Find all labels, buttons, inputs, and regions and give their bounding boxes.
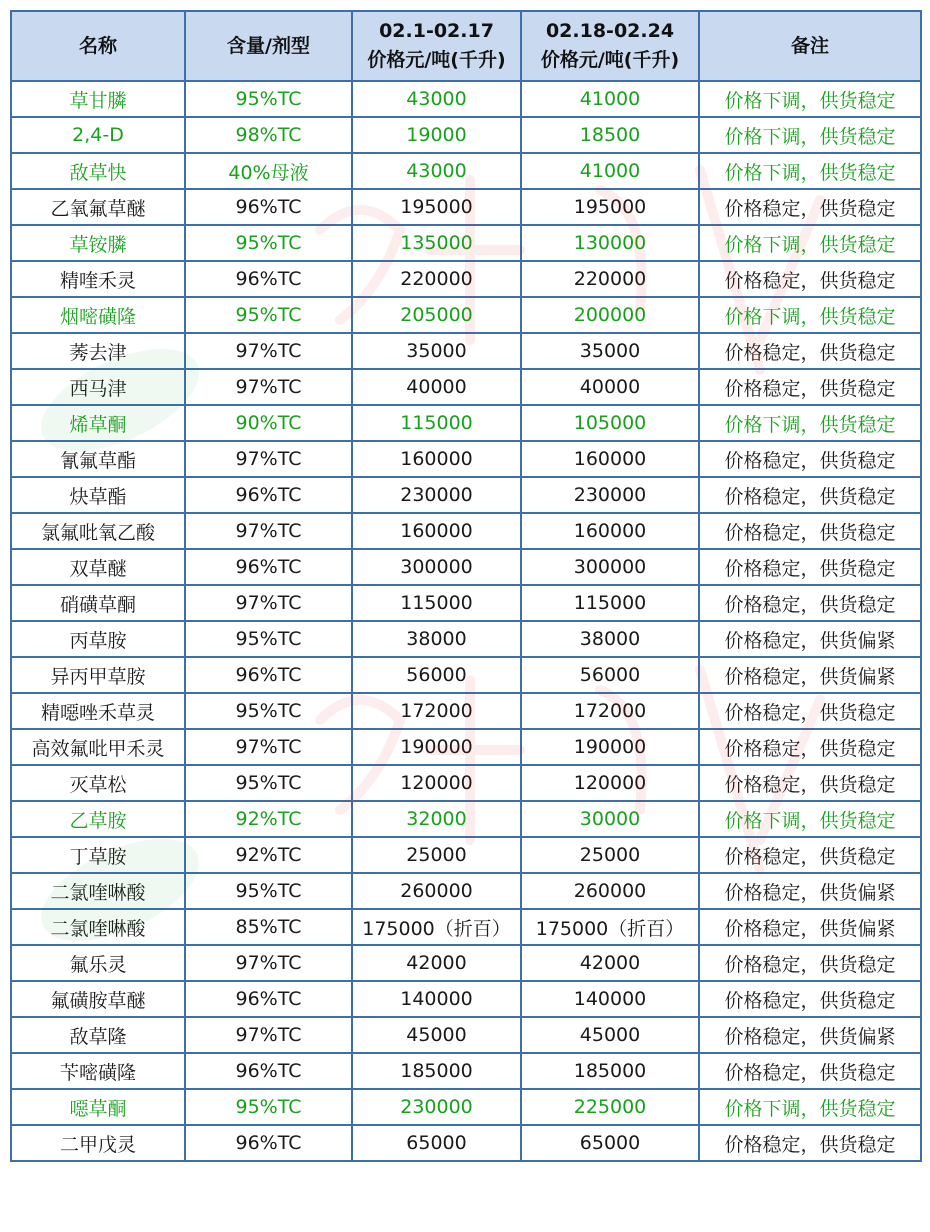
cell-price-period-1: 220000 <box>352 261 521 297</box>
cell-name: 精噁唑禾草灵 <box>11 693 185 729</box>
cell-name: 氟磺胺草醚 <box>11 981 185 1017</box>
cell-price-period-2: 25000 <box>521 837 699 873</box>
cell-price-period-1: 230000 <box>352 1089 521 1125</box>
cell-price-period-1: 19000 <box>352 117 521 153</box>
herbicide-price-table <box>10 10 922 1162</box>
cell-spec: 97%TC <box>185 513 352 549</box>
header-remark: 备注 <box>699 11 921 81</box>
cell-name: 草铵膦 <box>11 225 185 261</box>
cell-price-period-1: 190000 <box>352 729 521 765</box>
cell-spec: 96%TC <box>185 549 352 585</box>
cell-remark: 价格稳定，供货稳定 <box>699 837 921 873</box>
cell-name: 二氯喹啉酸 <box>11 909 185 945</box>
cell-price-period-1: 230000 <box>352 477 521 513</box>
cell-remark: 价格稳定，供货稳定 <box>699 1125 921 1161</box>
cell-remark: 价格下调，供货稳定 <box>699 801 921 837</box>
cell-remark: 价格稳定，供货稳定 <box>699 513 921 549</box>
table-row <box>11 513 921 549</box>
cell-name: 莠去津 <box>11 333 185 369</box>
table-row <box>11 333 921 369</box>
cell-price-period-1: 115000 <box>352 585 521 621</box>
cell-name: 二甲戊灵 <box>11 1125 185 1161</box>
cell-remark: 价格稳定，供货稳定 <box>699 261 921 297</box>
cell-spec: 98%TC <box>185 117 352 153</box>
cell-price-period-2: 172000 <box>521 693 699 729</box>
cell-price-period-1: 120000 <box>352 765 521 801</box>
cell-remark: 价格稳定，供货稳定 <box>699 189 921 225</box>
cell-remark: 价格稳定，供货偏紧 <box>699 873 921 909</box>
cell-price-period-1: 42000 <box>352 945 521 981</box>
cell-price-period-2: 195000 <box>521 189 699 225</box>
cell-price-period-2: 41000 <box>521 81 699 117</box>
table-row <box>11 261 921 297</box>
cell-name: 敌草隆 <box>11 1017 185 1053</box>
cell-remark: 价格稳定，供货稳定 <box>699 693 921 729</box>
cell-spec: 97%TC <box>185 369 352 405</box>
cell-name: 氟乐灵 <box>11 945 185 981</box>
header-name: 名称 <box>11 11 185 81</box>
cell-price-period-1: 45000 <box>352 1017 521 1053</box>
cell-spec: 95%TC <box>185 297 352 333</box>
cell-name: 敌草快 <box>11 153 185 189</box>
table-row <box>11 1125 921 1161</box>
header-period-2-date: 02.18-02.24 <box>545 20 675 42</box>
table-row <box>11 189 921 225</box>
table-row <box>11 693 921 729</box>
cell-price-period-2: 115000 <box>521 585 699 621</box>
table-row <box>11 981 921 1017</box>
cell-name: 高效氟吡甲禾灵 <box>11 729 185 765</box>
cell-price-period-1: 43000 <box>352 81 521 117</box>
table-body <box>11 81 921 1161</box>
header-period-1-date: 02.1-02.17 <box>379 20 494 42</box>
cell-price-period-2: 230000 <box>521 477 699 513</box>
cell-name: 灭草松 <box>11 765 185 801</box>
cell-spec: 92%TC <box>185 837 352 873</box>
cell-remark: 价格稳定，供货偏紧 <box>699 909 921 945</box>
cell-remark: 价格稳定，供货稳定 <box>699 333 921 369</box>
cell-price-period-2: 185000 <box>521 1053 699 1089</box>
cell-price-period-1: 300000 <box>352 549 521 585</box>
cell-price-period-1: 260000 <box>352 873 521 909</box>
cell-price-period-1: 32000 <box>352 801 521 837</box>
cell-price-period-2: 260000 <box>521 873 699 909</box>
cell-price-period-1: 185000 <box>352 1053 521 1089</box>
cell-price-period-2: 200000 <box>521 297 699 333</box>
cell-price-period-2: 175000（折百） <box>521 909 699 945</box>
cell-price-period-1: 115000 <box>352 405 521 441</box>
table-header-row <box>11 11 921 81</box>
cell-price-period-1: 35000 <box>352 333 521 369</box>
cell-price-period-2: 18500 <box>521 117 699 153</box>
cell-remark: 价格稳定，供货稳定 <box>699 441 921 477</box>
cell-price-period-2: 105000 <box>521 405 699 441</box>
table-row <box>11 837 921 873</box>
cell-remark: 价格稳定，供货偏紧 <box>699 657 921 693</box>
cell-price-period-1: 65000 <box>352 1125 521 1161</box>
cell-remark: 价格稳定，供货稳定 <box>699 729 921 765</box>
cell-price-period-2: 56000 <box>521 657 699 693</box>
cell-price-period-2: 220000 <box>521 261 699 297</box>
cell-price-period-1: 43000 <box>352 153 521 189</box>
cell-spec: 96%TC <box>185 1125 352 1161</box>
cell-remark: 价格下调，供货稳定 <box>699 153 921 189</box>
cell-spec: 97%TC <box>185 441 352 477</box>
price-table-container <box>10 10 920 1162</box>
cell-price-period-2: 225000 <box>521 1089 699 1125</box>
cell-remark: 价格稳定，供货稳定 <box>699 477 921 513</box>
cell-spec: 97%TC <box>185 729 352 765</box>
cell-spec: 95%TC <box>185 621 352 657</box>
cell-price-period-2: 140000 <box>521 981 699 1017</box>
cell-name: 2,4-D <box>11 117 185 153</box>
cell-spec: 40%母液 <box>185 153 352 189</box>
cell-name: 二氯喹啉酸 <box>11 873 185 909</box>
table-row <box>11 549 921 585</box>
cell-price-period-2: 30000 <box>521 801 699 837</box>
cell-name: 炔草酯 <box>11 477 185 513</box>
cell-price-period-2: 300000 <box>521 549 699 585</box>
cell-spec: 95%TC <box>185 765 352 801</box>
cell-name: 硝磺草酮 <box>11 585 185 621</box>
cell-price-period-1: 135000 <box>352 225 521 261</box>
cell-spec: 92%TC <box>185 801 352 837</box>
table-row <box>11 729 921 765</box>
cell-price-period-1: 205000 <box>352 297 521 333</box>
cell-name: 西马津 <box>11 369 185 405</box>
cell-spec: 96%TC <box>185 477 352 513</box>
table-row <box>11 765 921 801</box>
table-row <box>11 369 921 405</box>
cell-spec: 85%TC <box>185 909 352 945</box>
cell-remark: 价格稳定，供货偏紧 <box>699 621 921 657</box>
table-row <box>11 297 921 333</box>
cell-spec: 96%TC <box>185 261 352 297</box>
cell-remark: 价格下调，供货稳定 <box>699 297 921 333</box>
cell-price-period-1: 56000 <box>352 657 521 693</box>
header-period-2 <box>521 11 699 81</box>
cell-spec: 95%TC <box>185 873 352 909</box>
cell-remark: 价格下调，供货稳定 <box>699 405 921 441</box>
cell-price-period-2: 40000 <box>521 369 699 405</box>
cell-name: 精喹禾灵 <box>11 261 185 297</box>
cell-name: 烯草酮 <box>11 405 185 441</box>
cell-spec: 90%TC <box>185 405 352 441</box>
table-row <box>11 873 921 909</box>
cell-spec: 96%TC <box>185 657 352 693</box>
cell-name: 乙氧氟草醚 <box>11 189 185 225</box>
cell-name: 异丙甲草胺 <box>11 657 185 693</box>
cell-spec: 95%TC <box>185 693 352 729</box>
cell-spec: 96%TC <box>185 189 352 225</box>
cell-price-period-2: 41000 <box>521 153 699 189</box>
table-row <box>11 1017 921 1053</box>
table-row <box>11 1089 921 1125</box>
table-row <box>11 945 921 981</box>
cell-remark: 价格下调，供货稳定 <box>699 225 921 261</box>
table-row <box>11 441 921 477</box>
cell-spec: 95%TC <box>185 225 352 261</box>
cell-name: 烟嘧磺隆 <box>11 297 185 333</box>
cell-name: 噁草酮 <box>11 1089 185 1125</box>
table-row <box>11 657 921 693</box>
cell-remark: 价格稳定，供货稳定 <box>699 585 921 621</box>
cell-price-period-1: 160000 <box>352 441 521 477</box>
table-row <box>11 621 921 657</box>
cell-name: 丁草胺 <box>11 837 185 873</box>
cell-price-period-2: 65000 <box>521 1125 699 1161</box>
cell-price-period-2: 160000 <box>521 513 699 549</box>
cell-price-period-1: 25000 <box>352 837 521 873</box>
cell-price-period-2: 160000 <box>521 441 699 477</box>
cell-name: 氯氟吡氧乙酸 <box>11 513 185 549</box>
header-period-2-unit: 价格元/吨(千升) <box>540 49 680 71</box>
table-row <box>11 909 921 945</box>
header-period-1 <box>352 11 521 81</box>
cell-price-period-2: 38000 <box>521 621 699 657</box>
cell-price-period-1: 175000（折百） <box>352 909 521 945</box>
table-row <box>11 801 921 837</box>
cell-remark: 价格稳定，供货稳定 <box>699 765 921 801</box>
cell-spec: 97%TC <box>185 333 352 369</box>
table-row <box>11 1053 921 1089</box>
cell-price-period-1: 40000 <box>352 369 521 405</box>
cell-spec: 96%TC <box>185 1053 352 1089</box>
cell-spec: 95%TC <box>185 1089 352 1125</box>
cell-name: 丙草胺 <box>11 621 185 657</box>
cell-price-period-2: 42000 <box>521 945 699 981</box>
cell-price-period-2: 120000 <box>521 765 699 801</box>
cell-remark: 价格稳定，供货稳定 <box>699 945 921 981</box>
cell-spec: 97%TC <box>185 585 352 621</box>
cell-spec: 97%TC <box>185 945 352 981</box>
cell-remark: 价格稳定，供货稳定 <box>699 369 921 405</box>
table-row <box>11 81 921 117</box>
table-row <box>11 477 921 513</box>
cell-remark: 价格稳定，供货稳定 <box>699 1053 921 1089</box>
cell-price-period-2: 190000 <box>521 729 699 765</box>
cell-remark: 价格稳定，供货稳定 <box>699 981 921 1017</box>
table-row <box>11 153 921 189</box>
cell-price-period-1: 38000 <box>352 621 521 657</box>
table-row <box>11 585 921 621</box>
cell-price-period-2: 45000 <box>521 1017 699 1053</box>
cell-price-period-1: 140000 <box>352 981 521 1017</box>
cell-name: 氰氟草酯 <box>11 441 185 477</box>
header-period-1-unit: 价格元/吨(千升) <box>367 49 506 71</box>
table-row <box>11 117 921 153</box>
cell-spec: 95%TC <box>185 81 352 117</box>
cell-remark: 价格下调，供货稳定 <box>699 1089 921 1125</box>
cell-name: 草甘膦 <box>11 81 185 117</box>
cell-spec: 96%TC <box>185 981 352 1017</box>
cell-remark: 价格下调，供货稳定 <box>699 117 921 153</box>
cell-spec: 97%TC <box>185 1017 352 1053</box>
cell-price-period-1: 160000 <box>352 513 521 549</box>
cell-price-period-1: 195000 <box>352 189 521 225</box>
cell-remark: 价格稳定，供货稳定 <box>699 549 921 585</box>
cell-remark: 价格下调，供货稳定 <box>699 81 921 117</box>
cell-price-period-2: 130000 <box>521 225 699 261</box>
header-spec: 含量/剂型 <box>185 11 352 81</box>
cell-price-period-1: 172000 <box>352 693 521 729</box>
table-row <box>11 225 921 261</box>
cell-remark: 价格稳定，供货偏紧 <box>699 1017 921 1053</box>
table-row <box>11 405 921 441</box>
cell-price-period-2: 35000 <box>521 333 699 369</box>
cell-name: 双草醚 <box>11 549 185 585</box>
cell-name: 乙草胺 <box>11 801 185 837</box>
cell-name: 苄嘧磺隆 <box>11 1053 185 1089</box>
